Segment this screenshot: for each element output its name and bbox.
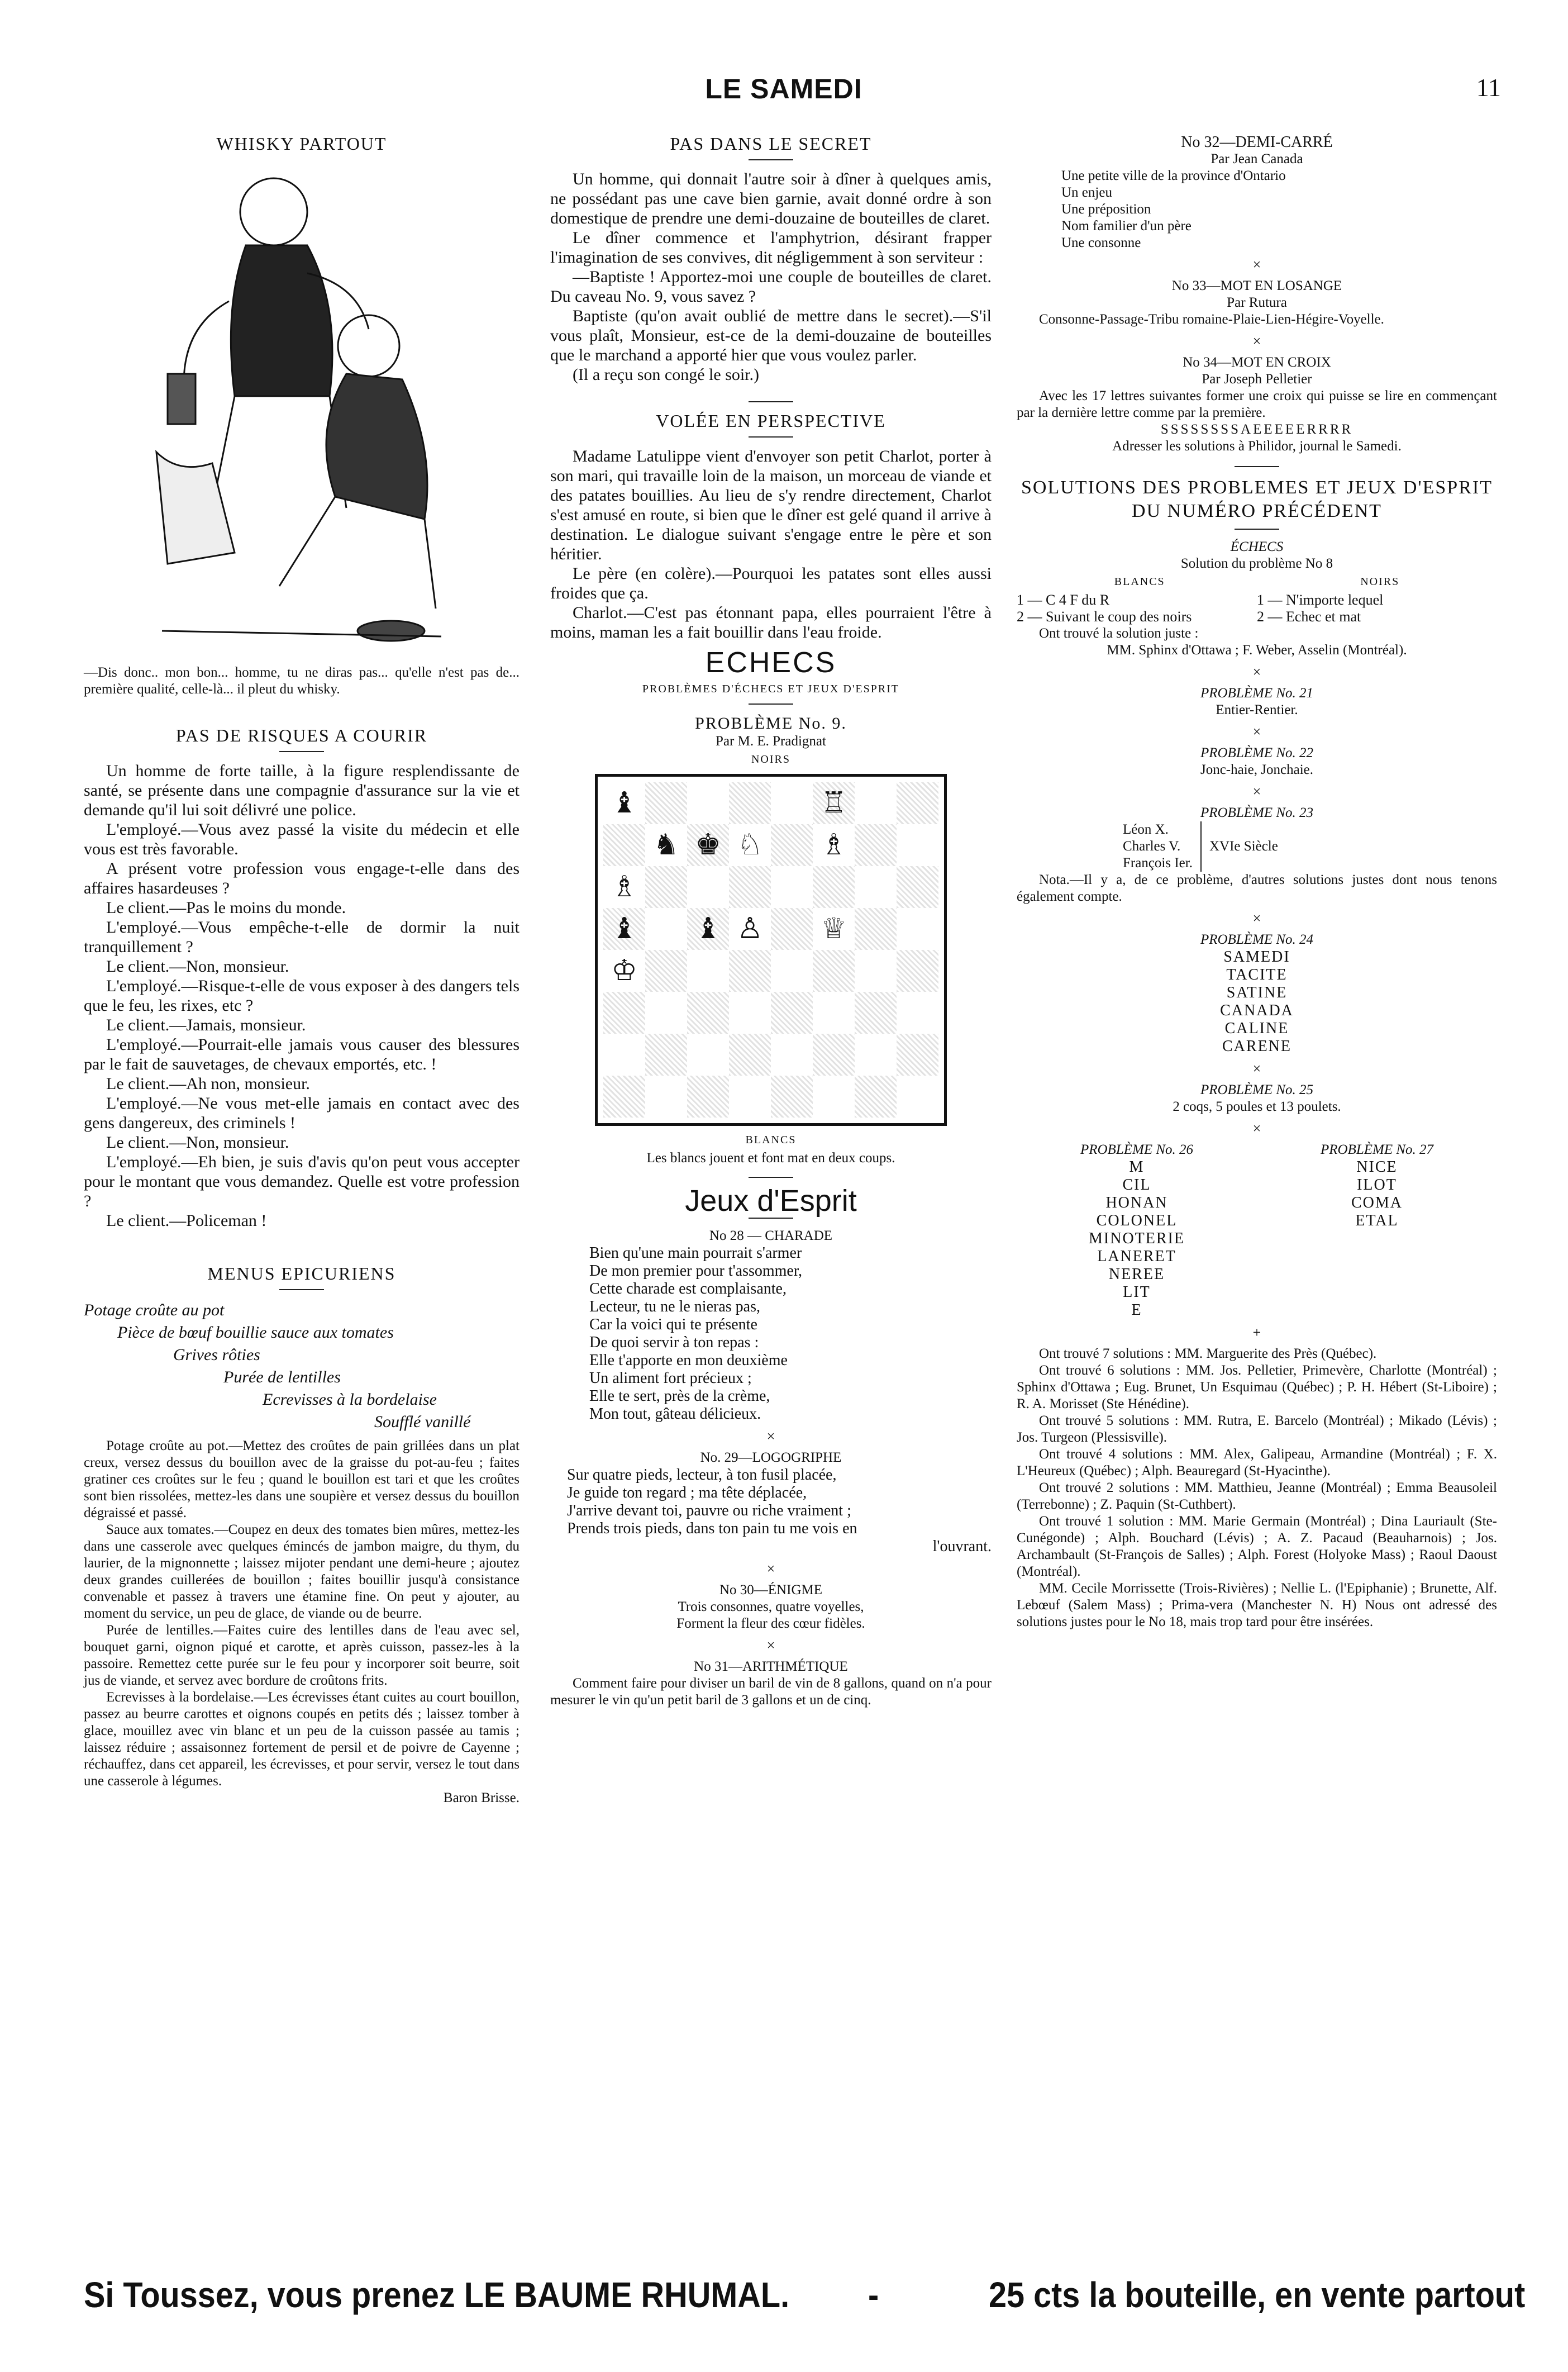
p26-words: [1080, 1158, 1193, 1319]
echecs-subtitle: PROBLÈMES D'ÉCHECS ET JEUX D'ESPRIT: [642, 683, 900, 695]
p24-word: CALINE: [1224, 1020, 1289, 1037]
p24-word: TACITE: [1226, 966, 1288, 983]
footer-left: Si Toussez, vous prenez LE BAUME RHUMAL.: [84, 2275, 790, 2315]
p24-word: CARENE: [1222, 1038, 1291, 1055]
problem-caption: Les blancs jouent et font mat en deux coups.: [646, 1151, 895, 1166]
chess-piece-square: ♗: [603, 866, 645, 908]
p23-century: XVIe Siècle: [1209, 839, 1278, 854]
chess-square: [771, 992, 813, 1034]
chess-square: [687, 992, 729, 1034]
p24-word: CANADA: [1220, 1002, 1294, 1019]
chess-square: [771, 1076, 813, 1118]
losange-author: Par Rutura: [1227, 295, 1287, 310]
risques-paragraph: Le client.—Jamais, monsieur.: [106, 1016, 306, 1034]
p22-title: PROBLÈME No. 22: [1200, 745, 1314, 760]
p27-words: [1321, 1158, 1433, 1230]
divider: [279, 1289, 324, 1290]
volee-title: VOLÉE EN PERSPECTIVE: [656, 411, 886, 431]
p23-names: [1123, 821, 1202, 872]
chess-square: [645, 1034, 687, 1076]
solvers-paragraph: Ont trouvé 5 solutions : MM. Rutra, E. Barcelo (Montréal) ; Mikado (Lévis) ; Jos. Turgeon (Plessisville).: [1017, 1413, 1497, 1445]
p27-word: ETAL: [1355, 1212, 1399, 1229]
croix-address: Adresser les solutions à Philidor, journal le Samedi.: [1112, 439, 1402, 454]
poem-line: Elle t'apporte en mon deuxième: [589, 1352, 788, 1369]
poem-line: Sur quatre pieds, lecteur, à ton fusil placée,: [567, 1466, 837, 1484]
poem-line: l'ouvrant.: [932, 1538, 992, 1555]
poem-line: De mon premier pour t'assommer,: [589, 1262, 803, 1280]
solvers-paragraph: Ont trouvé 4 solutions : MM. Alex, Galipeau, Armandine (Montréal) ; F. X. L'Heureux (Québec) ; Alph. Beauregard (St-Hyacinthe).: [1017, 1447, 1497, 1479]
p24-word: SAMEDI: [1223, 948, 1290, 966]
chess-square: [771, 824, 813, 866]
risques-title: PAS DE RISQUES A COURIR: [175, 725, 428, 745]
chess-piece-square: ♚: [687, 824, 729, 866]
moves-header: [1017, 572, 1497, 592]
chess-square: [855, 782, 897, 824]
moves-header-noirs: NOIRS: [1360, 576, 1400, 588]
risques-paragraph: L'employé.—Pourrait-elle jamais vous causer des blessures par le fait de sauvetages, de chevaux emportés, etc. !: [84, 1035, 520, 1073]
chess-piece-square: ♗: [813, 824, 855, 866]
volee-paragraph: Madame Latulippe vient d'envoyer son petit Charlot, porter à son mari, qui travaille loin de la maison, un morceau de viande et des patates bouillies. Au lieu de s'y rendre directement, Charlot s'est amusé en route, si bien que le dîner est gelé quand il arrive à destination. Le dialogue suivant s'engage entre le père et son héritier.: [550, 447, 992, 563]
p26-word: MINOTERIE: [1089, 1230, 1185, 1247]
chess-piece-square: ♝: [603, 908, 645, 950]
moves-header-blancs: BLANCS: [1114, 576, 1165, 588]
solvers-paragraph: Ont trouvé 6 solutions : MM. Jos. Pelletier, Primevère, Charlotte (Montréal) ; Sphinx d'Ottawa ; Eug. Brunet, Un Esquimau (Québec) ; P. H. Hébert (St-Liboire) ; R. A. Morisset (Ste Hénédine).: [1017, 1363, 1497, 1411]
chess-square: [813, 992, 855, 1034]
charade-title: No 28 — CHARADE: [709, 1228, 833, 1243]
column-middle: [550, 134, 992, 1709]
chess-piece-square: ♔: [603, 950, 645, 992]
board-label-noirs: NOIRS: [751, 753, 790, 766]
arith-text: Comment faire pour diviser un baril de vin de 8 gallons, quand on n'a pour mesurer le vin qu'un petit baril de 3 gallons et un de cinq.: [550, 1676, 992, 1708]
whisky-caption: —Dis donc.. mon bon... homme, tu ne diras pas... qu'elle n'est pas de... première qualité, celle-là... il pleut du whisky.: [84, 665, 520, 697]
charade-poem: [589, 1244, 992, 1423]
chess-square: [729, 1034, 771, 1076]
solutions-echecs-title: ÉCHECS: [1230, 539, 1284, 554]
poem-line: Cette charade est complaisante,: [589, 1280, 787, 1297]
p27-word: NICE: [1356, 1158, 1398, 1176]
p26-word: LIT: [1123, 1284, 1151, 1301]
chess-square: [897, 1076, 938, 1118]
move-white: 2 — Suivant le coup des noirs: [1017, 609, 1192, 625]
trouve-label: Ont trouvé la solution juste :: [1039, 626, 1199, 641]
chess-square: [603, 824, 645, 866]
demi-title: No 32—DEMI-CARRÉ: [1181, 134, 1333, 151]
demi-line: Un enjeu: [1061, 185, 1112, 200]
p21-answer: Entier-Rentier.: [1216, 702, 1298, 717]
divider: [749, 401, 793, 402]
secret-paragraph: —Baptiste ! Apportez-moi une couple de bouteilles de claret. Du caveau No. 9, vous savez ?: [550, 268, 992, 306]
p24-words: [1017, 948, 1497, 1056]
cross-separator-icon: ×: [1252, 1061, 1261, 1077]
problem-title: PROBLÈME No. 9.: [695, 714, 847, 733]
footer-advertisement: [84, 2274, 1526, 2325]
cross-separator-icon: ×: [1252, 1120, 1261, 1137]
footer-right: 25 cts la bouteille, en vente partout: [989, 2275, 1526, 2315]
divider: [749, 436, 793, 438]
losange-title: No 33—MOT EN LOSANGE: [1171, 278, 1342, 293]
p27-title: PROBLÈME No. 27: [1320, 1142, 1434, 1157]
divider: [1235, 466, 1279, 467]
chess-square: [855, 992, 897, 1034]
demi-line: Nom familier d'un père: [1061, 218, 1192, 234]
jeux-title: Jeux d'Esprit: [685, 1184, 857, 1218]
poem-line: Bien qu'une main pourrait s'armer: [589, 1244, 802, 1262]
chess-square: [603, 992, 645, 1034]
chess-piece-square: ♝: [687, 908, 729, 950]
poem-line: Car la voici qui te présente: [589, 1316, 757, 1333]
risques-paragraph: L'employé.—Eh bien, je suis d'avis qu'on peut vous accepter pour le montant que vous demandez. Quelle est votre profession ?: [84, 1153, 520, 1210]
chess-square: [729, 950, 771, 992]
chess-square: [603, 1034, 645, 1076]
cross-separator-icon: ×: [1252, 333, 1261, 349]
p26-word: M: [1129, 1158, 1145, 1176]
chess-square: [645, 908, 687, 950]
menu-dish: Grives rôties: [173, 1346, 260, 1364]
chess-square: [729, 992, 771, 1034]
chess-square: [855, 824, 897, 866]
p27-block: [1321, 1142, 1433, 1319]
p26-word: HONAN: [1105, 1194, 1168, 1211]
poem-line: Mon tout, gâteau délicieux.: [589, 1405, 761, 1423]
croix-letters: SSSSSSSSAEEEEERRRR: [1160, 422, 1353, 437]
chess-square: [729, 1076, 771, 1118]
cross-separator-icon: ×: [1252, 724, 1261, 740]
divider: [1235, 529, 1279, 530]
risques-paragraph: L'employé.—Vous avez passé la visite du médecin et elle vous est très favorable.: [84, 820, 520, 858]
arith-title: No 31—ARITHMÉTIQUE: [694, 1659, 848, 1674]
chess-square: [813, 1076, 855, 1118]
solvers-paragraph: Ont trouvé 2 solutions : MM. Matthieu, Jeanne (Montréal) ; Emma Beausoleil (Terrebonne) ; Z. Paquin (St-Cuthbert).: [1017, 1480, 1497, 1512]
p26-word: LANERET: [1097, 1248, 1176, 1265]
croix-title: No 34—MOT EN CROIX: [1183, 355, 1331, 370]
menu-dish: Ecrevisses à la bordelaise: [263, 1390, 437, 1409]
divider: [749, 1218, 793, 1219]
poem-line: J'arrive devant toi, pauvre ou riche vraiment ;: [567, 1502, 851, 1519]
p25-answer: 2 coqs, 5 poules et 13 poulets.: [1173, 1099, 1341, 1114]
chess-square: [687, 866, 729, 908]
p26-word: CIL: [1122, 1176, 1151, 1194]
cross-separator-icon: ×: [1252, 664, 1261, 680]
poem-line: Elle te sert, près de la crème,: [589, 1387, 770, 1405]
volee-paragraph: Le père (en colère).—Pourquoi les patates sont elles aussi froides que ça.: [550, 564, 992, 602]
secret-paragraph: (Il a reçu son congé le soir.): [573, 365, 760, 384]
risques-paragraph: Le client.—Non, monsieur.: [106, 957, 289, 976]
chess-square: [645, 1076, 687, 1118]
chess-square: [771, 782, 813, 824]
chess-square: [687, 1034, 729, 1076]
recipe-text: Purée de lentilles.—Faites cuire des lentilles dans de l'eau avec sel, bouquet garni, oignon piqué et carotte, et après cuisson, passez-les à la passoire. Remettez cette purée sur le feu pour y incorporer soit beurre, soit jus de viande, et servez avec bordure de croûtons frits.: [84, 1623, 520, 1688]
chess-square: [729, 866, 771, 908]
chess-square: [897, 824, 938, 866]
page-title: LE SAMEDI: [705, 73, 862, 104]
chess-square: [645, 866, 687, 908]
menus-title: MENUS EPICURIENS: [207, 1263, 396, 1284]
p23-name: Léon X.: [1123, 822, 1169, 837]
plus-separator-icon: +: [1252, 1324, 1261, 1341]
divider: [279, 751, 324, 752]
poem-line: Prends trois pieds, dans ton pain tu me vois en: [567, 1520, 857, 1537]
risques-paragraph: L'employé.—Ne vous met-elle jamais en contact avec des gens dangereux, des criminels !: [84, 1094, 520, 1132]
column-right: [1017, 134, 1497, 1631]
chess-piece-square: ♕: [813, 908, 855, 950]
risques-paragraph: L'employé.—Vous empêche-t-elle de dormir la nuit tranquillement ?: [84, 918, 520, 956]
move-black: 1 — N'importe lequel: [1257, 592, 1384, 608]
risques-paragraph: A présent votre profession vous engage-t-elle dans des affaires hasardeuses ?: [84, 859, 520, 897]
chess-square: [645, 950, 687, 992]
demi-line: Une préposition: [1061, 202, 1151, 217]
p26-title: PROBLÈME No. 26: [1080, 1142, 1194, 1157]
chess-piece-square: ♖: [813, 782, 855, 824]
recipe-text: Sauce aux tomates.—Coupez en deux des tomates bien mûres, mettez-les dans une casserole avec quelques émincés de jambon maigre, du thym, du laurier, de la mignonnette ; laissez mijoter pendant une demi-heure ; ajoutez deux grandes cuillerées de bouillon ; faites bouillir jusqu'à consistance convenable et passez à travers une étamine fine. On peut y ajouter, au moment du service, un peu de glace, de viande ou de beurre.: [84, 1522, 520, 1621]
p23-answer: [1017, 821, 1497, 872]
risques-paragraph: Un homme de forte taille, à la figure resplendissante de santé, se présente dans une compagnie d'assurance sur la vie et demande qu'il lui soit délivré une police.: [84, 762, 520, 819]
p26-word: COLONEL: [1096, 1212, 1178, 1229]
logo-poem: [567, 1466, 992, 1556]
menu-dish: Pièce de bœuf bouillie sauce aux tomates: [117, 1323, 394, 1342]
risques-paragraph: L'employé.—Risque-t-elle de vous exposer à des dangers tels que le feu, les rixes, etc ?: [84, 977, 520, 1015]
chess-square: [687, 1076, 729, 1118]
solvers-paragraph: MM. Cecile Morrissette (Trois-Rivières) ; Nellie L. (l'Epiphanie) ; Brunette, Alf. Lebœuf (Salem Mass) ; Prima-vera (Manchester N. H) Nous ont adressé des solutions justes pour le No 18, mais trop tard pour être insérées.: [1017, 1581, 1497, 1629]
drinking-men-illustration-icon: [145, 161, 458, 653]
poem-line: Lecteur, tu ne le nieras pas,: [589, 1298, 760, 1315]
p26-p27: [1017, 1142, 1497, 1319]
risques-paragraph: Le client.—Ah non, monsieur.: [106, 1075, 310, 1093]
volee-paragraph: Charlot.—C'est pas étonnant papa, elles pourraient l'être à moins, maman les a fait bouillir dans l'eau froide.: [550, 603, 992, 641]
demi-line: Une consonne: [1061, 235, 1141, 250]
p23-name: Charles V.: [1123, 839, 1181, 854]
losange-text: Consonne-Passage-Tribu romaine-Plaie-Lien-Hégire-Voyelle.: [1039, 312, 1384, 327]
divider: [749, 1177, 793, 1178]
chess-square: [771, 866, 813, 908]
risques-paragraph: Le client.—Pas le moins du monde.: [106, 899, 346, 917]
solutions-title: SOLUTIONS DES PROBLEMES ET JEUX D'ESPRIT DU NUMÉRO PRÉCÉDENT: [1021, 477, 1493, 521]
p24-title: PROBLÈME No. 24: [1200, 932, 1314, 947]
signature: Baron Brisse.: [443, 1790, 520, 1805]
demi-author: Par Jean Canada: [1210, 151, 1303, 167]
chess-square: [771, 908, 813, 950]
divider: [749, 159, 793, 160]
chess-square: [645, 992, 687, 1034]
chess-square: [813, 950, 855, 992]
secret-paragraph: Le dîner commence et l'amphytrion, désirant frapper l'imagination de ses convives, dit négligemment à son serviteur :: [550, 229, 992, 267]
risques-paragraph: Le client.—Policeman !: [106, 1211, 267, 1230]
chess-square: [813, 866, 855, 908]
cross-separator-icon: ×: [766, 1428, 775, 1444]
risques-paragraph: Le client.—Non, monsieur.: [106, 1133, 289, 1152]
cross-separator-icon: ×: [766, 1561, 775, 1577]
chess-square: [897, 866, 938, 908]
column-left: [84, 134, 520, 1807]
p26-word: NEREE: [1108, 1266, 1165, 1283]
chess-square: [897, 950, 938, 992]
cross-separator-icon: ×: [1252, 256, 1261, 273]
p23-name: François Ier.: [1123, 855, 1193, 871]
echecs-title: ECHECS: [705, 647, 837, 679]
chess-square: [771, 950, 813, 992]
enigme-title: No 30—ÉNIGME: [719, 1582, 822, 1598]
p22-answer: Jonc-haie, Jonchaie.: [1200, 762, 1313, 777]
secret-paragraph: Baptiste (qu'on avait oublié de mettre dans le secret).—S'il vous plaît, Monsieur, est-ce de la demi-douzaine de bouteilles que le marchand a apporté hier que vous voulez parler.: [550, 307, 992, 364]
secret-title: PAS DANS LE SECRET: [670, 134, 872, 154]
poem-line: De quoi servir à ton repas :: [589, 1334, 759, 1351]
secret-paragraph: Un homme, qui donnait l'autre soir à dîner à quelques amis, ne possédant pas une cave bien garnie, avait donné ordre à son domestique de prendre une demi-douzaine de bouteilles de claret.: [550, 170, 992, 227]
chess-square: [603, 1076, 645, 1118]
move-row: [1017, 592, 1497, 609]
chess-square: [687, 950, 729, 992]
chess-square: [855, 866, 897, 908]
p21-title: PROBLÈME No. 21: [1200, 686, 1314, 701]
p27-word: COMA: [1351, 1194, 1403, 1211]
poem-line: Un aliment fort précieux ;: [589, 1370, 752, 1387]
move-black: 2 — Echec et mat: [1257, 609, 1361, 625]
move-white: 1 — C 4 F du R: [1017, 592, 1110, 608]
footer-dash: -: [868, 2275, 879, 2315]
poem-line: Je guide ton regard ; ma tête déplacée,: [567, 1484, 807, 1501]
chess-board: [595, 774, 947, 1126]
menu-dish: Soufflé vanillé: [374, 1413, 471, 1431]
chess-square: [897, 1034, 938, 1076]
chess-square: [687, 782, 729, 824]
board-label-blancs: BLANCS: [745, 1134, 797, 1146]
trouve-names: MM. Sphinx d'Ottawa ; F. Weber, Asselin (Montréal).: [1107, 643, 1407, 658]
solvers-paragraph: Ont trouvé 7 solutions : MM. Marguerite des Près (Québec).: [1039, 1346, 1377, 1361]
chess-piece-square: ♘: [729, 824, 771, 866]
chess-square: [897, 992, 938, 1034]
enigme-line: Trois consonnes, quatre voyelles,: [678, 1599, 864, 1614]
menu-dish: Purée de lentilles: [223, 1368, 341, 1386]
divider: [749, 703, 793, 705]
p25-title: PROBLÈME No. 25: [1200, 1082, 1314, 1097]
cross-separator-icon: ×: [1252, 910, 1261, 926]
p26-word: E: [1131, 1301, 1142, 1319]
chess-square: [855, 1076, 897, 1118]
cross-separator-icon: ×: [766, 1637, 775, 1653]
chess-square: [855, 908, 897, 950]
move-row: [1017, 609, 1497, 625]
chess-square: [855, 950, 897, 992]
chess-piece-square: ♞: [645, 824, 687, 866]
menu-dish: Potage croûte au pot: [84, 1301, 225, 1319]
chess-square: [771, 1034, 813, 1076]
logo-title: No. 29—LOGOGRIPHE: [700, 1450, 842, 1465]
chess-piece-square: ♙: [729, 908, 771, 950]
cross-separator-icon: ×: [1252, 783, 1261, 800]
chess-square: [897, 782, 938, 824]
demi-line: Une petite ville de la province d'Ontario: [1061, 168, 1286, 183]
p23-title: PROBLÈME No. 23: [1200, 805, 1314, 820]
problem-author: Par M. E. Pradignat: [716, 734, 826, 749]
solutions-echecs-sub: Solution du problème No 8: [1180, 556, 1333, 571]
p26-block: [1080, 1142, 1193, 1319]
chess-square: [855, 1034, 897, 1076]
p24-word: SATINE: [1226, 984, 1288, 1001]
nota: Nota.—Il y a, de ce problème, d'autres solutions justes dont nous tenons également compte.: [1017, 872, 1497, 904]
croix-author: Par Joseph Pelletier: [1202, 372, 1312, 387]
chess-square: [645, 782, 687, 824]
recipe-text: Ecrevisses à la bordelaise.—Les écrevisses étant cuites au court bouillon, passez au beurre carottes et oignons coupés en petits dés ; laissez tomber à glace, mouillez avec vin blanc et un peu de la cuisson passée au tamis ; laissez réduire ; assaisonnez fortement de persil et de poivre de Cayenne ; réchauffez, dans cet appareil, les écrevisses, et pour servir, versez le tout dans une casserole à légumes.: [84, 1690, 520, 1789]
whisky-title: WHISKY PARTOUT: [216, 134, 387, 154]
croix-text: Avec les 17 lettres suivantes former une croix qui puisse se lire en commençant par la dernière lettre comme par la première.: [1017, 388, 1497, 420]
chess-piece-square: ♝: [603, 782, 645, 824]
p27-word: ILOT: [1357, 1176, 1397, 1194]
chess-square: [813, 1034, 855, 1076]
chess-square: [729, 782, 771, 824]
page-number: 11: [1476, 73, 1501, 102]
enigme-line: Forment la fleur des cœur fidèles.: [676, 1616, 865, 1631]
solvers-paragraph: Ont trouvé 1 solution : MM. Marie Germain (Montréal) ; Dina Lauriault (Ste-Cunégonde) ; Alph. Bouchard (Lévis) ; A. Z. Pacaud (Beauharnois) ; Jos. Archambault (St-François de Salles) ; Alph. Forest (Holyoke Mass) ; Raoul Daoust (Montréal).: [1017, 1514, 1497, 1579]
recipe-text: Potage croûte au pot.—Mettez des croûtes de pain grillées dans un plat creux, versez dessus du bouillon avec de la graisse du pot-au-feu ; faites gratiner ces croûtes sur le feu ; quand le bouillon est tari et que les croûtes sont bien rissolées, mettez-les dans une soupière et versez dessus du bouillon dégraissé et passé.: [84, 1438, 520, 1520]
chess-square: [897, 908, 938, 950]
